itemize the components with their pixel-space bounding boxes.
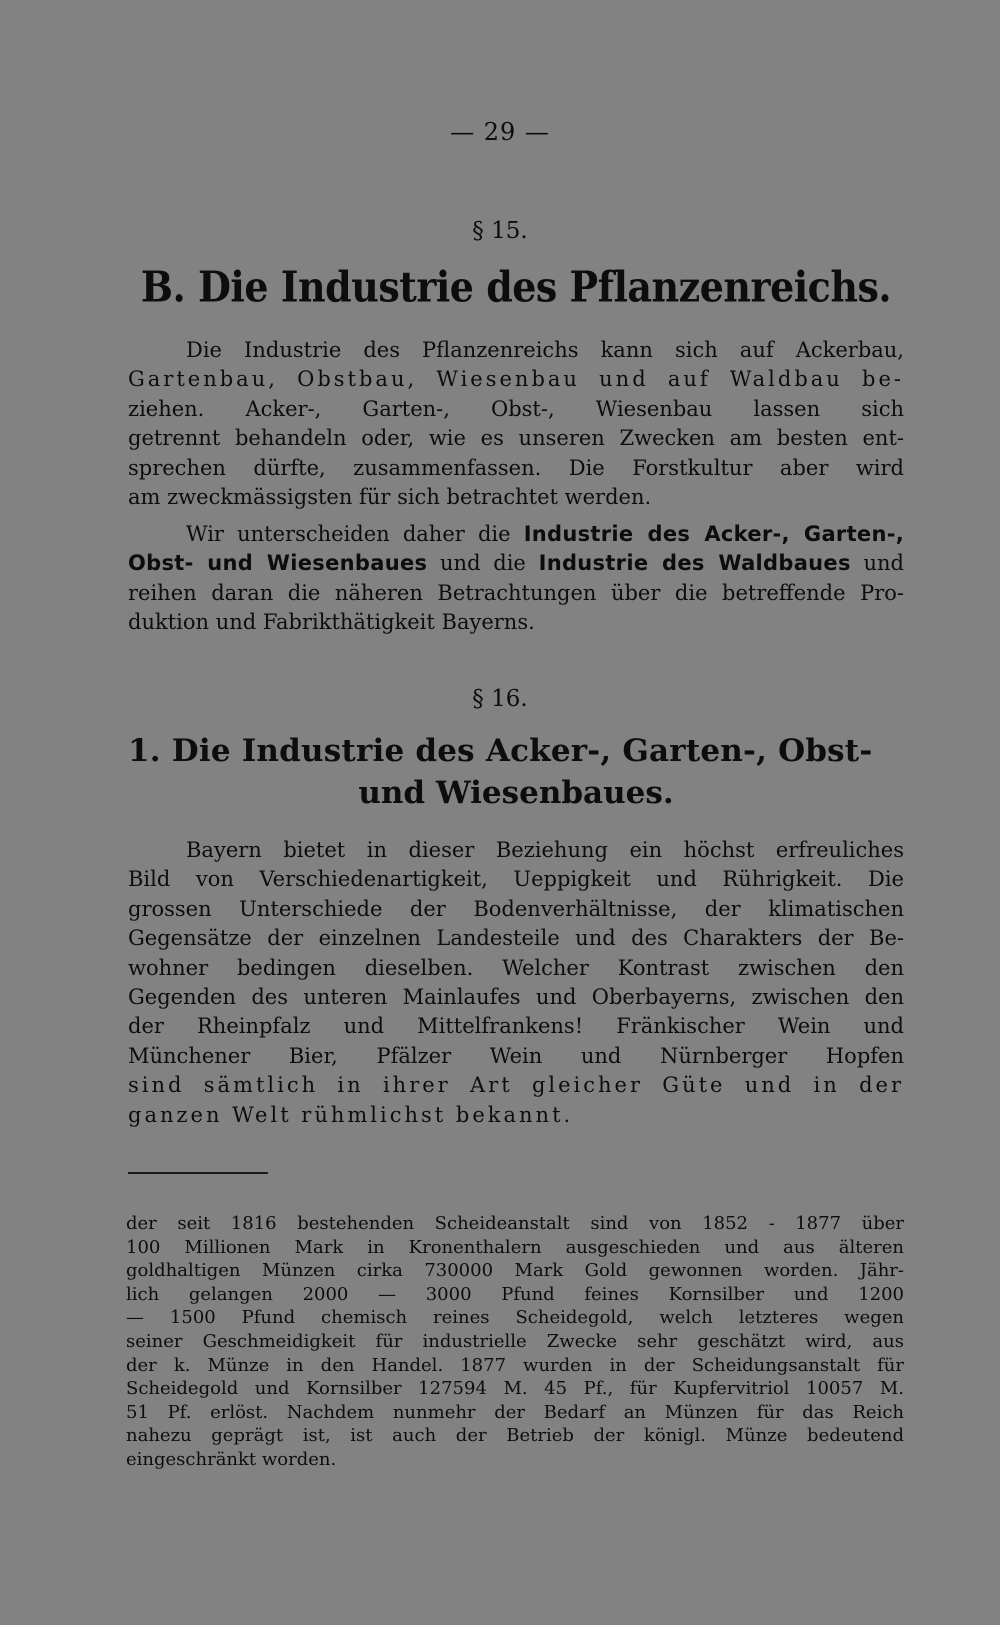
paragraph-1-line: Die Industrie des Pflanzenreichs kann sich auf Ackerbau, (186, 338, 904, 362)
footnote-line: — 1500 Pfund chemisch reines Scheidegold, welch letzteres wegen (126, 1307, 904, 1329)
footnote-line: der k. Münze in den Handel. 1877 wurden in der Scheidungsanstalt für (126, 1354, 904, 1376)
footnote (126, 1212, 904, 1472)
paragraph-2-line-4: duktion und Fabrikthätigkeit Bayerns. (128, 610, 535, 635)
paragraph-1-line: ziehen. Acker-, Garten-, Obst-, Wiesenbau lassen sich (128, 396, 904, 421)
section-16-mark: § 16. (472, 686, 528, 712)
footnote-line: der seit 1816 bestehenden Scheideanstalt sind von 1852 - 1877 über (126, 1213, 904, 1234)
footnote-line: nahezu geprägt ist, ist auch der Betrieb der königl. Münze bedeutend (126, 1425, 904, 1447)
paragraph-3-line: grossen Unterschiede der Bodenverhältnisse, der klimatischen (128, 896, 904, 921)
footnote-line: 51 Pf. erlöst. Nachdem nunmehr der Bedarf an Münzen für das Reich (126, 1401, 904, 1423)
paragraph-2 (128, 520, 904, 638)
paragraph-1-line: sprechen dürfte, zusammenfassen. Die Forstkultur aber wird (128, 455, 904, 480)
heading-1-line-2: und Wiesenbaues. (358, 775, 674, 811)
section-15-mark: § 15. (472, 218, 528, 244)
footnote-line: 100 Millionen Mark in Kronenthalern ausgeschieden und aus älteren (126, 1236, 904, 1258)
paragraph-1-line: getrennt behandeln oder, wie es unseren Zwecken am besten ent- (128, 426, 904, 451)
page-number: — 29 — (450, 118, 550, 146)
paragraph-3-line: Bayern bietet in dieser Beziehung ein höchst erfreuliches (186, 838, 904, 862)
footnote-line: eingeschränkt worden. (126, 1448, 337, 1470)
paragraph-3-line: Gegensätze der einzelnen Landesteile und des Charakters der Be- (128, 926, 904, 951)
paragraph-2-line-3: reihen daran die näheren Betrachtungen über die betreffende Pro- (128, 580, 904, 605)
paragraph-3-line: Gegenden des unteren Mainlaufes und Oberbayerns, zwischen den (128, 985, 904, 1010)
paragraph-3-line: der Rheinpfalz und Mittelfrankens! Fränkischer Wein und (128, 1014, 904, 1039)
obst-wiesenbaues-label: Obst- und Wiesenbaues (128, 551, 428, 576)
heading-1-acker-garten (128, 730, 904, 814)
footnote-divider (128, 1172, 268, 1174)
heading-b-pflanzenreich: B. Die Industrie des Pflanzenreichs. (140, 262, 892, 312)
footnote-line: seiner Geschmeidigkeit für industrielle Zwecke sehr geschätzt wird, aus (126, 1330, 904, 1352)
paragraph-1 (128, 336, 904, 512)
paragraph-3-line: Bild von Verschiedenartigkeit, Ueppigkeit und Rührigkeit. Die (128, 867, 904, 892)
paragraph-1-line: am zweckmässigsten für sich betrachtet werden. (128, 485, 652, 510)
paragraph-3-line: sind sämtlich in ihrer Art gleicher Güte und in der (128, 1073, 904, 1098)
paragraph-2-line-1 (128, 520, 904, 549)
footnote-line: lich gelangen 2000 — 3000 Pfund feines Kornsilber und 1200 (126, 1283, 904, 1305)
paragraph-2-line-2 (128, 549, 904, 578)
heading-1-line-1: 1. Die Industrie des Acker-, Garten-, Obst- (128, 733, 873, 769)
industrie-waldbaues-label: Industrie des Waldbaues (538, 551, 851, 576)
paragraph-3-line: wohner bedingen dieselben. Welcher Kontrast zwischen den (128, 955, 904, 980)
footnote-line: goldhaltigen Münzen cirka 730000 Mark Gold gewonnen worden. Jähr- (126, 1260, 904, 1282)
paragraph-1-line: Gartenbau, Obstbau, Wiesenbau und auf Waldbau be- (128, 367, 904, 392)
industrie-acker-garten-label: Industrie des Acker-, Garten-, (523, 522, 904, 546)
paragraph-3-line: Münchener Bier, Pfälzer Wein und Nürnberger Hopfen (128, 1043, 904, 1068)
footnote-line: Scheidegold und Kornsilber 127594 M. 45 Pf., für Kupfervitriol 10057 M. (126, 1378, 904, 1400)
paragraph-2-text: und die (427, 551, 539, 576)
paragraph-2-text: Wir unterscheiden daher die (186, 522, 524, 546)
paragraph-2-text: und (850, 551, 905, 576)
paragraph-3-line: ganzen Welt rühmlichst bekannt. (128, 1102, 574, 1127)
paragraph-3 (128, 836, 904, 1130)
